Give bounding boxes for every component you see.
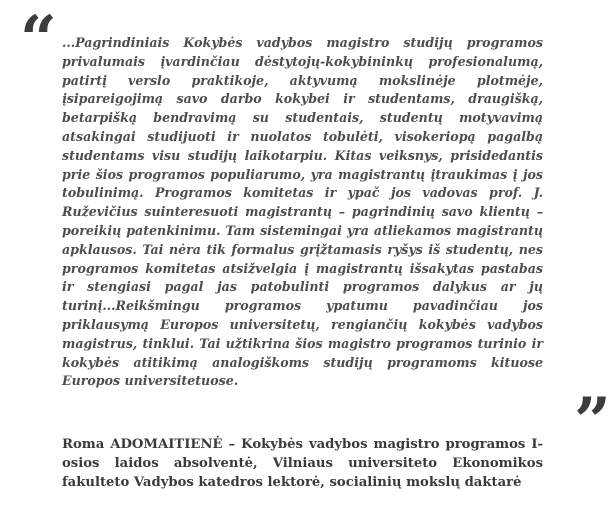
open-quote-icon: “ [20,2,57,77]
close-quote-icon: ” [574,384,611,459]
testimonial-quote-text: ...Pagrindiniais Kokybės vadybos magistro studijų programos privalumais įvardinčiau dėstytojų-kokybininkų profesionalumą, patirtį verslo praktikoje, aktyvumą mokslinėje plotmėje, įsipareigojimą savo darbo kokybei ir studentams, draugišką, betarpišką bendravimą su studentais, studentų motyvavimą atsakingai studijuoti ir nuolatos tobulėti, visokeriopą pagalbą studentams visu studijų laikotarpiu. Kitas veiksnys, prisidedantis prie šios programos populiarumo, yra magistrantų įtraukimas į jos tobulinimą. Programos komitetas ir ypač jos vadovas prof. J. Ruževičius suinteresuoti magistrantų – pagrindinių savo klientų – poreikių patenkinimu. Tam sistemingai yra atliekamos magistrantų apklausos. Tai nėra tik formalus grįžtamasis ryšys iš studentų, nes programos komitetas atsižvelgia į magistrantų išsakytas pastabas ir stengiasi pagal jas patobulinti programos dalykus ar jų turinį...Reikšmingu programos ypatumu pavadinčiau jos priklausymą Europos universitetų, rengiančių kokybės vadybos magistrus, tinklui. Tai užtikrina šios magistro programos turinio ir kokybės atitikimą analogiškoms studijų programoms kituose Europos universitetuose. [62,35,543,389]
testimonial-author: Roma ADOMAITIENĖ – Kokybės vadybos magistro programos I-osios laidos absolventė, Vilniaus universiteto Ekonomikos fakulteto Vadybos katedros lektorė, socialinių mokslų daktarė [62,437,543,490]
